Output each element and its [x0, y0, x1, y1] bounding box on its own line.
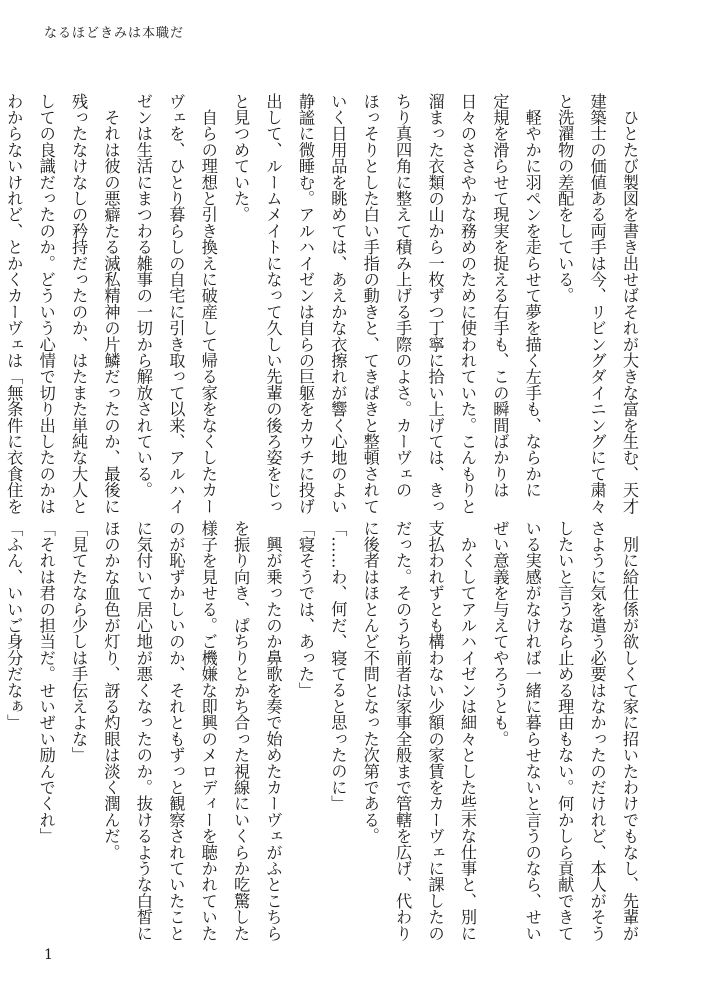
text-line: 自らの理想と引き換えに破産して帰る家をなくしたカー	[198, 93, 218, 515]
text-block-bottom	[4, 520, 645, 942]
text-line: 静謐に微睡む。アルハイゼンは自らの巨躯をカウチに投げ	[295, 93, 315, 515]
text-line: のが恥ずかしいのか、それともずっと観察されていたこと	[166, 520, 186, 942]
text-line: ほっそりとした白い手指の動きと、てきぱきと整頓されて	[360, 93, 380, 515]
text-line: わからないけれど、とかくカーヴェは「無条件に衣食住を	[4, 93, 24, 515]
text-line: を振り向き、ぱちりとかち合った視線にいくらか吃驚した	[231, 520, 251, 942]
dialogue-line: 「寝そうでは、あった」	[295, 520, 315, 699]
text-line: 軽やかに羽ペンを走らせて夢を描く左手も、ならかに	[522, 93, 542, 498]
text-line: 溜まった衣類の山から一枚ずつ丁寧に拾い上げては、きっ	[425, 93, 445, 515]
text-line: に気付いて居心地が悪くなったのか。抜けるような白皙に	[133, 520, 153, 942]
dialogue-line: 「それは君の担当だ。せいぜい励んでくれ」	[36, 520, 56, 844]
text-line: 支払われずとも構わない少額の家賃をカーヴェに課したの	[425, 520, 445, 942]
text-line: しての良識だったのか。どういう心情で切り出したのかは	[36, 93, 56, 515]
text-line: いく日用品を眺めては、あえかな衣擦れが響く心地のよい	[328, 93, 348, 515]
text-line: かくしてアルハイゼンは細々とした些末な仕事と、別に	[457, 520, 477, 942]
text-line: と洗濯物の差配をしている。	[555, 93, 575, 304]
page-number: 1	[44, 947, 53, 963]
text-line: と見つめていた。	[231, 93, 251, 223]
text-line: ゼンは生活にまつわる雑事の一切から解放されている。	[133, 93, 153, 498]
text-line: 定規を滑らせて現実を捉える右手も、この瞬間ばかりは	[490, 93, 510, 498]
text-line: 日々のささやかな務めのために使われていた。こんもりと	[457, 93, 477, 515]
text-line: 出して、ルームメイトになって久しい先輩の後ろ姿をじっ	[263, 93, 283, 515]
running-head: なるほどきみは本職だ	[44, 26, 185, 41]
text-line: 残ったなけなしの矜持だったのか、はたまた単純な大人と	[69, 93, 89, 515]
text-line: に後者はほとんど不問となった次第である。	[360, 520, 380, 844]
dialogue-line: 「見てたなら少しは手伝えよな」	[69, 520, 89, 763]
text-line: ヴェを、ひとり暮らしの自宅に引き取って以来、アルハイ	[166, 93, 186, 515]
text-line: ひとたび製図を書き出せばそれが大きな富を生む、天才	[620, 93, 639, 515]
text-line: 別に給仕係が欲しくて家に招いたわけでもなし、先輩が	[620, 520, 639, 942]
text-line: いる実感がなければ一緒に暮らせないと言うのなら、せい	[522, 520, 542, 942]
text-line: したいと言うなら止める理由もない。何かしら貢献できて	[555, 520, 575, 942]
text-line: ちり真四角に整えて積み上げる手際のよさ。カーヴェの	[393, 93, 413, 498]
text-line: だった。そのうち前者は家事全般まで管轄を広げ、代わり	[393, 520, 413, 942]
text-line: 興が乗ったのか鼻歌を奏で始めたカーヴェがふとこちら	[263, 520, 283, 942]
text-block-top	[4, 93, 645, 515]
text-line: 様子を見せる。ご機嫌な即興のメロディーを聴かれていた	[198, 520, 218, 942]
text-line: 建築士の価値ある両手は今、リビングダイニングにて粛々	[587, 93, 607, 515]
dialogue-line: 「ふん、いいご身分だなぁ」	[4, 520, 24, 731]
text-line: それは彼の悪癖たる滅私精神の片鱗だったのか、最後に	[101, 93, 121, 515]
text-line: ぜい意義を与えてやろうとも。	[490, 520, 510, 747]
text-line: ほのかな血色が灯り、訝る灼眼は淡く潤んだ。	[101, 520, 121, 861]
dialogue-line: 「……わ、何だ、寝てると思ったのに」	[328, 520, 348, 812]
text-line: さように気を遣う必要はなかったのだけれど、本人がそう	[587, 520, 607, 942]
